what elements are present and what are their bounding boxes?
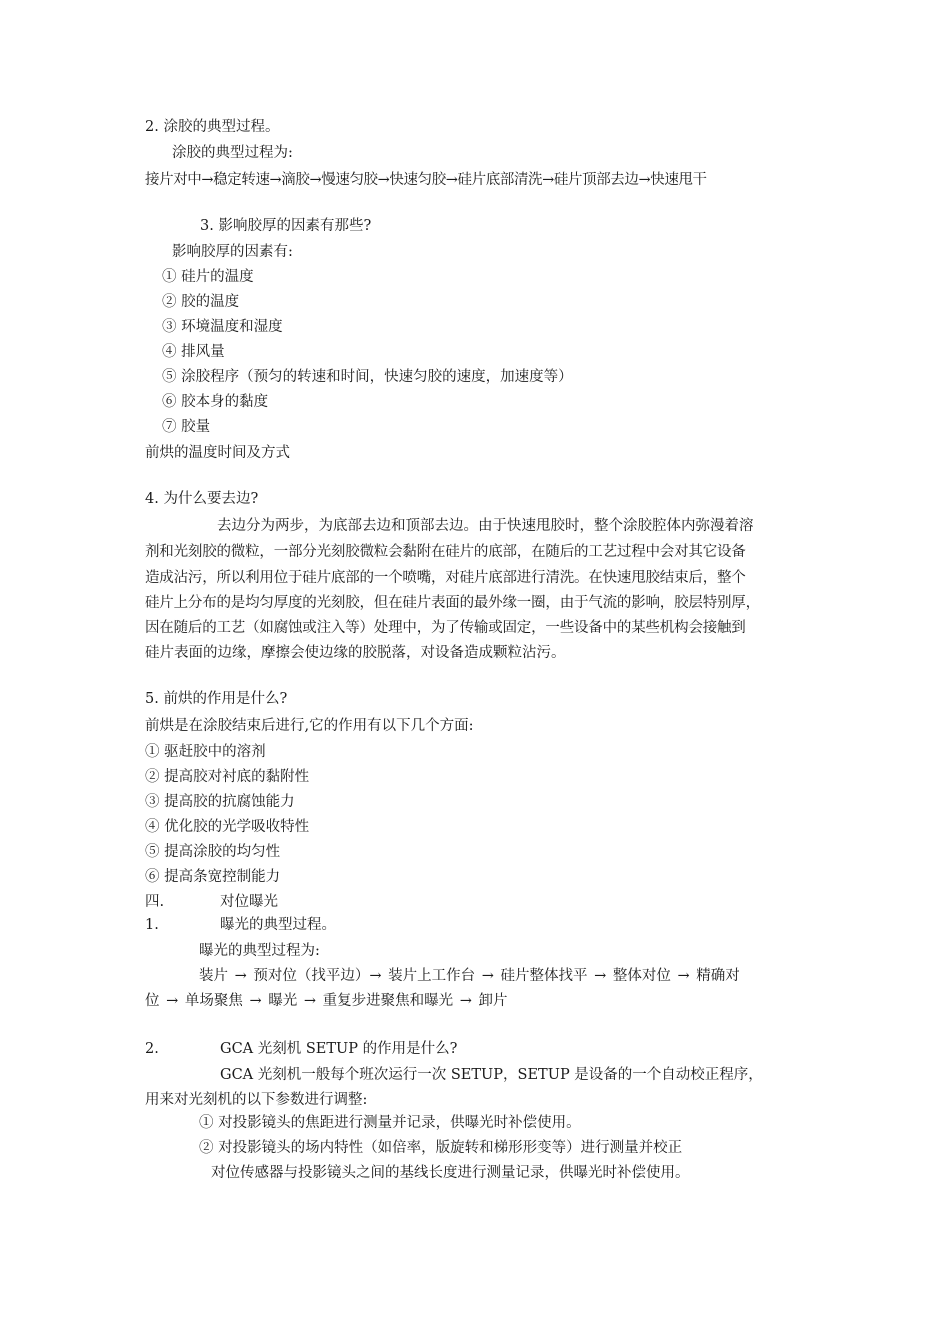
section-4-paragraph-line: 去边分为两步，为底部去边和顶部去边。由于快速甩胶时，整个涂胶腔体内弥漫着溶 (217, 518, 754, 534)
section-4-paragraph-line: 硅片上分布的是均匀厚度的光刻胶，但在硅片表面的最外缘一圈，由于气流的影响，胶层特别厚， (145, 595, 760, 611)
section-3-intro: 影响胶厚的因素有: (172, 244, 293, 260)
exposure-2-paragraph-line: 用来对光刻机的以下参数进行调整: (145, 1092, 368, 1108)
section-5-item: ④ 优化胶的光学吸收特性 (145, 819, 310, 835)
exposure-1-intro: 曝光的典型过程为: (199, 943, 320, 959)
section-3-item: ③ 环境温度和湿度 (162, 319, 283, 335)
exposure-1-flow-line: 位 → 单场聚焦 → 曝光 → 重复步进聚焦和曝光 → 卸片 (145, 993, 508, 1009)
section-4-paragraph-line: 造成沾污，所以利用位于硅片底部的一个喷嘴，对硅片底部进行清洗。在快速甩胶结束后，整个 (145, 570, 746, 586)
exposure-2-paragraph-line: GCA 光刻机一般每个班次运行一次 SETUP，SETUP 是设备的一个自动校正程序， (220, 1067, 763, 1083)
section-3-item: ⑥ 胶本身的黏度 (162, 394, 269, 410)
section-2-intro: 涂胶的典型过程为: (172, 145, 293, 161)
exposure-2-number: 2. (145, 1041, 159, 1057)
exposure-2-item: 对位传感器与投影镜头之间的基线长度进行测量记录，供曝光时补偿使用。 (211, 1165, 690, 1181)
section-5-item: ③ 提高胶的抗腐蚀能力 (145, 794, 295, 810)
section-5-item: ② 提高胶对衬底的黏附性 (145, 769, 310, 785)
section-4-heading: 4. 为什么要去边? (145, 491, 259, 507)
chapter-4-title: 对位曝光 (220, 894, 278, 910)
section-4-paragraph-line: 硅片表面的边缘，摩擦会使边缘的胶脱落，对设备造成颗粒沾污。 (145, 645, 566, 661)
section-5-heading: 5. 前烘的作用是什么? (145, 691, 288, 707)
exposure-2-title: GCA 光刻机 SETUP 的作用是什么? (220, 1041, 458, 1057)
section-4-paragraph-line: 因在随后的工艺（如腐蚀或注入等）处理中，为了传输或固定，一些设备中的某些机构会接触到 (145, 620, 746, 636)
section-3-item: ④ 排风量 (162, 344, 225, 360)
section-5-item: ① 驱赶胶中的溶剂 (145, 744, 266, 760)
section-2-heading: 2. 涂胶的典型过程。 (145, 119, 280, 135)
section-3-item: ⑦ 胶量 (162, 419, 211, 435)
section-2-flow: 接片对中→稳定转速→滴胶→慢速匀胶→快速匀胶→硅片底部清洗→硅片顶部去边→快速甩干 (145, 172, 707, 188)
section-5-item: ⑥ 提高条宽控制能力 (145, 869, 281, 885)
section-3-item: ② 胶的温度 (162, 294, 240, 310)
exposure-1-number: 1. (145, 917, 159, 933)
exposure-1-flow-line: 装片 → 预对位（找平边）→ 装片上工作台 → 硅片整体找平 → 整体对位 → 精确对 (199, 968, 740, 984)
section-5-intro: 前烘是在涂胶结束后进行,它的作用有以下几个方面: (145, 718, 474, 734)
section-3-heading: 3. 影响胶厚的因素有那些? (200, 218, 372, 234)
chapter-4-number: 四. (145, 894, 165, 910)
section-3-item: ① 硅片的温度 (162, 269, 254, 285)
exposure-2-item: ② 对投影镜头的场内特性（如倍率，版旋转和梯形形变等）进行测量并校正 (199, 1140, 683, 1156)
section-4-paragraph-line: 剂和光刻胶的微粒，一部分光刻胶微粒会黏附在硅片的底部，在随后的工艺过程中会对其它设备 (145, 544, 746, 560)
exposure-2-item: ① 对投影镜头的焦距进行测量并记录，供曝光时补偿使用。 (199, 1115, 581, 1131)
section-3-note: 前烘的温度时间及方式 (145, 445, 290, 461)
exposure-1-title: 曝光的典型过程。 (220, 917, 336, 933)
section-3-item: ⑤ 涂胶程序（预匀的转速和时间，快速匀胶的速度，加速度等） (162, 369, 573, 385)
section-5-item: ⑤ 提高涂胶的均匀性 (145, 844, 281, 860)
